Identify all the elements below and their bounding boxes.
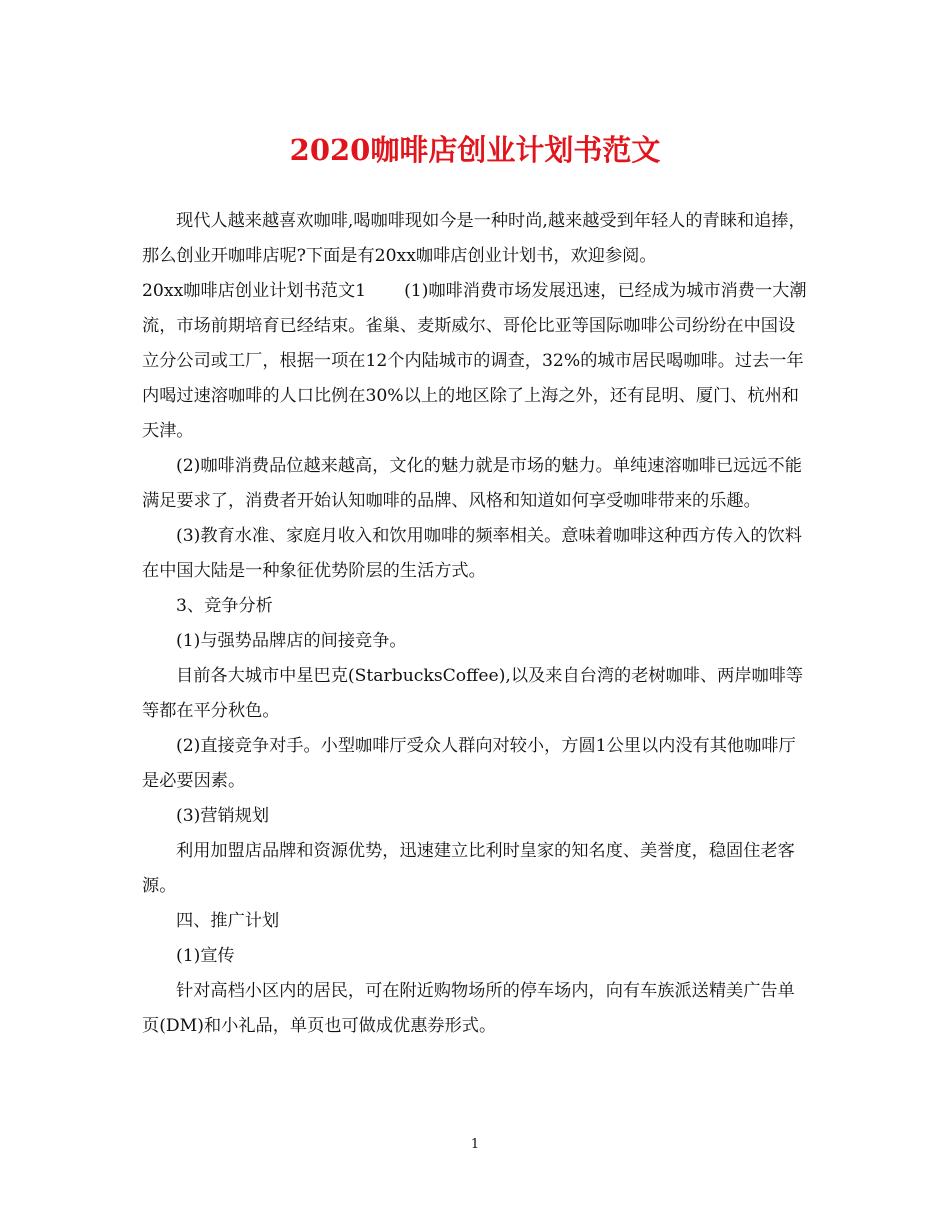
intro-paragraph: 现代人越来越喜欢咖啡,喝咖啡现如今是一种时尚,越来越受到年轻人的青睐和追捧，那么创业开咖啡店呢?下面是有20xx咖啡店创业计划书，欢迎参阅。 bbox=[142, 211, 806, 266]
section-heading-paragraph bbox=[142, 274, 810, 449]
document-body bbox=[142, 204, 810, 1044]
document-title: 2020咖啡店创业计划书范文 bbox=[289, 133, 661, 167]
section-heading: 20xx咖啡店创业计划书范文1 bbox=[142, 281, 367, 301]
marketing-heading: (3)营销规划 bbox=[176, 806, 270, 826]
promotion-detail: 针对高档小区内的居民，可在附近购物场所的停车场内，向有车族派送精美广告单页(DM)和小礼品，单页也可做成优惠券形式。 bbox=[142, 981, 795, 1036]
market-point-3: (3)教育水准、家庭月收入和饮用咖啡的频率相关。意味着咖啡这种西方传入的饮料在中国大陆是一种象征优势阶层的生活方式。 bbox=[142, 526, 802, 581]
competition-point-1: (1)与强势品牌店的间接竞争。 bbox=[176, 631, 407, 651]
competition-heading: 3、竞争分析 bbox=[176, 596, 273, 616]
promotion-heading: 四、推广计划 bbox=[176, 911, 280, 931]
market-point-2: (2)咖啡消费品位越来越高，文化的魅力就是市场的魅力。单纯速溶咖啡已远远不能满足要求了，消费者开始认知咖啡的品牌、风格和知道如何享受咖啡带来的乐趣。 bbox=[142, 456, 802, 511]
competition-detail-1: 目前各大城市中星巴克(StarbucksCoffee),以及来自台湾的老树咖啡、两岸咖啡等等都在平分秋色。 bbox=[142, 666, 804, 721]
promotion-point-1: (1)宣传 bbox=[176, 946, 235, 966]
marketing-detail: 利用加盟店品牌和资源优势，迅速建立比利时皇家的知名度、美誉度，稳固住老客源。 bbox=[142, 841, 795, 896]
page-number: 1 bbox=[470, 1137, 480, 1152]
competition-point-2: (2)直接竞争对手。小型咖啡厅受众人群向对较小，方圆1公里以内没有其他咖啡厅是必要因素。 bbox=[142, 736, 796, 791]
market-point-1: (1)咖啡消费市场发展迅速，已经成为城市消费一大潮流，市场前期培育已经结束。雀巢、麦斯威尔、哥伦比亚等国际咖啡公司纷纷在中国设立分公司或工厂，根据一项在12个内陆城市的调查，32%的城市居民喝咖啡。过去一年内喝过速溶咖啡的人口比例在30%以上的地区除了上海之外，还有昆明、厦门、杭州和天津。 bbox=[142, 281, 807, 441]
